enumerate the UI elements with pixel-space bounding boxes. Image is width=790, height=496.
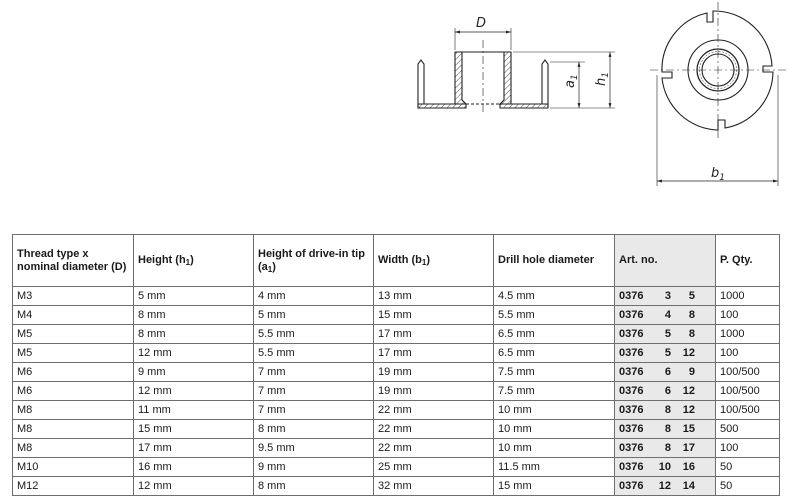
cell-width: 22 mm [374, 401, 494, 420]
table-row [13, 287, 780, 306]
cell-width: 32 mm [374, 477, 494, 496]
cell-thread: M3 [13, 287, 134, 306]
cell-thread: M5 [13, 325, 134, 344]
cell-width: 15 mm [374, 306, 494, 325]
dim-d-label: D [476, 16, 487, 31]
cell-thread: M8 [13, 439, 134, 458]
cell-drive-in-tip: 9.5 mm [254, 439, 374, 458]
cell-art-no: 0376 8 15 [615, 420, 716, 439]
cell-width: 22 mm [374, 420, 494, 439]
cell-qty: 100/500 [716, 382, 780, 401]
technical-drawings [0, 0, 790, 232]
cell-drive-in-tip: 8 mm [254, 420, 374, 439]
cell-art-no: 0376 5 8 [615, 325, 716, 344]
header-drill-hole: Drill hole diameter [494, 235, 615, 287]
specification-table [12, 234, 780, 496]
cell-drive-in-tip: 7 mm [254, 401, 374, 420]
cell-art-no: 0376 5 12 [615, 344, 716, 363]
cell-drill-hole: 10 mm [494, 401, 615, 420]
cell-height: 16 mm [134, 458, 254, 477]
cell-drill-hole: 7.5 mm [494, 363, 615, 382]
table-row [13, 363, 780, 382]
cell-thread: M10 [13, 458, 134, 477]
table-row [13, 382, 780, 401]
cell-drill-hole: 10 mm [494, 420, 615, 439]
cell-drill-hole: 10 mm [494, 439, 615, 458]
cell-thread: M8 [13, 420, 134, 439]
cell-thread: M12 [13, 477, 134, 496]
cell-height: 8 mm [134, 306, 254, 325]
cell-drive-in-tip: 7 mm [254, 382, 374, 401]
cell-width: 19 mm [374, 363, 494, 382]
cell-height: 17 mm [134, 439, 254, 458]
cell-qty: 100 [716, 344, 780, 363]
cell-thread: M8 [13, 401, 134, 420]
cell-height: 11 mm [134, 401, 254, 420]
cell-drill-hole: 6.5 mm [494, 325, 615, 344]
dim-b1-label: $b_1$ [711, 166, 725, 183]
cell-width: 17 mm [374, 344, 494, 363]
table-row [13, 306, 780, 325]
cell-drill-hole: 7.5 mm [494, 382, 615, 401]
cell-drive-in-tip: 5.5 mm [254, 325, 374, 344]
cell-qty: 100/500 [716, 401, 780, 420]
cell-drill-hole: 15 mm [494, 477, 615, 496]
cell-width: 22 mm [374, 439, 494, 458]
cell-drive-in-tip: 4 mm [254, 287, 374, 306]
table-row [13, 401, 780, 420]
cell-qty: 100/500 [716, 363, 780, 382]
cell-drive-in-tip: 9 mm [254, 458, 374, 477]
cell-height: 12 mm [134, 344, 254, 363]
cell-width: 19 mm [374, 382, 494, 401]
cell-art-no: 0376 6 9 [615, 363, 716, 382]
cell-height: 15 mm [134, 420, 254, 439]
side-section-view [418, 28, 615, 115]
cell-height: 9 mm [134, 363, 254, 382]
cell-art-no: 0376 12 14 [615, 477, 716, 496]
cell-thread: M6 [13, 363, 134, 382]
cell-art-no: 0376 10 16 [615, 458, 716, 477]
cell-height: 12 mm [134, 382, 254, 401]
header-art-no: Art. no. [615, 235, 716, 287]
header-qty: P. Qty. [716, 235, 780, 287]
cell-thread: M6 [13, 382, 134, 401]
cell-height: 12 mm [134, 477, 254, 496]
cell-qty: 1000 [716, 325, 780, 344]
cell-drill-hole: 11.5 mm [494, 458, 615, 477]
table-row [13, 344, 780, 363]
cell-drive-in-tip: 5 mm [254, 306, 374, 325]
cell-width: 17 mm [374, 325, 494, 344]
cell-drive-in-tip: 5.5 mm [254, 344, 374, 363]
table-header-row [13, 235, 780, 287]
header-thread: Thread type x nominal diameter (D) [13, 235, 134, 287]
cell-width: 13 mm [374, 287, 494, 306]
cell-qty: 1000 [716, 287, 780, 306]
cell-drive-in-tip: 7 mm [254, 363, 374, 382]
cell-drill-hole: 6.5 mm [494, 344, 615, 363]
header-width: Width $(b_1)$ [374, 235, 494, 287]
cell-qty: 50 [716, 458, 780, 477]
cell-thread: M4 [13, 306, 134, 325]
cell-thread: M5 [13, 344, 134, 363]
cell-qty: 50 [716, 477, 780, 496]
table-row [13, 477, 780, 496]
cell-art-no: 0376 3 5 [615, 287, 716, 306]
cell-qty: 100 [716, 439, 780, 458]
cell-height: 5 mm [134, 287, 254, 306]
top-view [650, 2, 786, 186]
cell-art-no: 0376 6 12 [615, 382, 716, 401]
table-row [13, 325, 780, 344]
cell-height: 8 mm [134, 325, 254, 344]
cell-qty: 500 [716, 420, 780, 439]
header-drive-in-tip: Height of drive-in tip $(a_1)$ [254, 235, 374, 287]
cell-width: 25 mm [374, 458, 494, 477]
table-row [13, 439, 780, 458]
cell-drill-hole: 4.5 mm [494, 287, 615, 306]
cell-qty: 100 [716, 306, 780, 325]
cell-art-no: 0376 4 8 [615, 306, 716, 325]
dim-h1-label: $h_1$ [594, 72, 611, 86]
cell-art-no: 0376 8 17 [615, 439, 716, 458]
dim-a1-label: $a_1$ [563, 74, 580, 88]
header-height: Height $(h_1)$ [134, 235, 254, 287]
cell-drill-hole: 5.5 mm [494, 306, 615, 325]
cell-art-no: 0376 8 12 [615, 401, 716, 420]
table-row [13, 458, 780, 477]
cell-drive-in-tip: 8 mm [254, 477, 374, 496]
table-row [13, 420, 780, 439]
